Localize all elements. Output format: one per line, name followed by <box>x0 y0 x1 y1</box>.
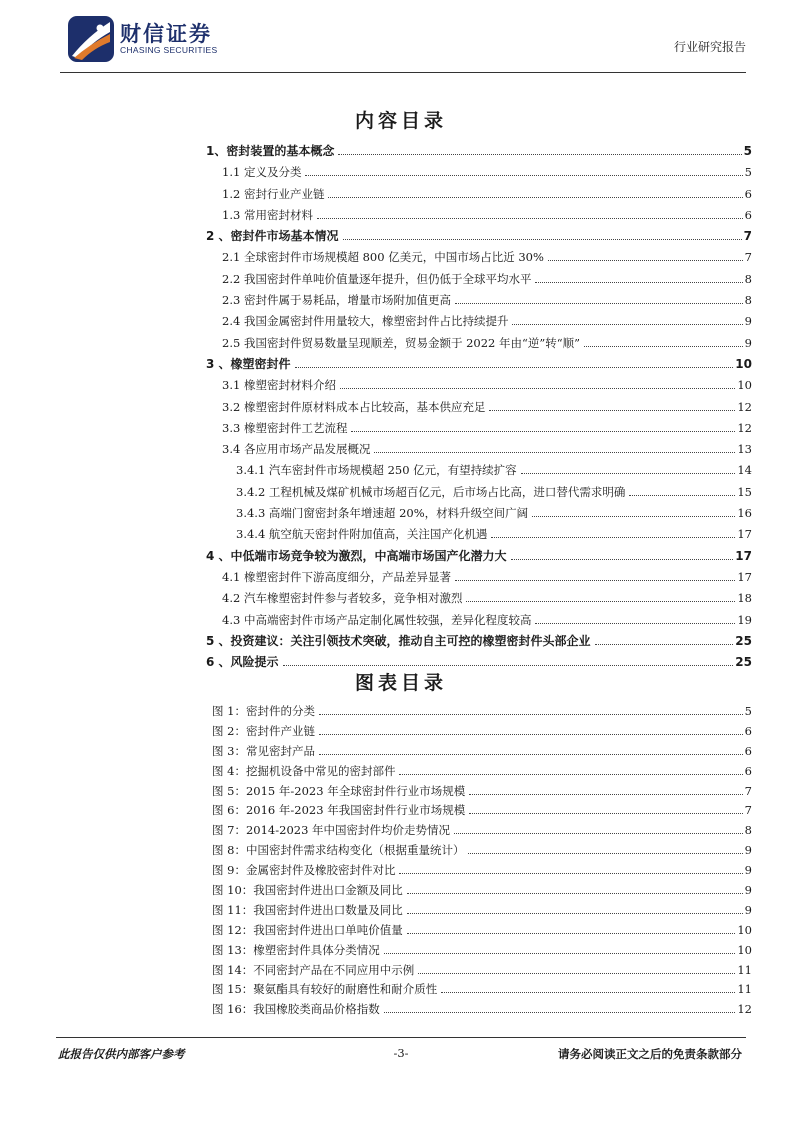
toc-entry-label: 6 、风险提示 <box>206 655 279 670</box>
toc-entry-label: 1.1 定义及分类 <box>222 165 302 180</box>
toc-entry-label: 3.3 橡塑密封件工艺流程 <box>222 420 348 435</box>
toc-entry-label: 3.4.1 汽车密封件市场规模超 250 亿元，有望持续扩容 <box>236 463 517 478</box>
toc-entry[interactable] <box>200 588 752 609</box>
toc-entry-page: 10 <box>735 356 752 371</box>
toc-entry-page: 16 <box>737 506 752 521</box>
toc-entry-label: 4.2 汽车橡塑密封件参与者较多，竞争相对激烈 <box>222 591 463 606</box>
figure-entry-label: 图 14：不同密封产品在不同应用中示例 <box>212 962 415 977</box>
toc-entry[interactable] <box>200 482 752 503</box>
toc-entry[interactable] <box>200 503 752 524</box>
toc-entry-label: 1、密封装置的基本概念 <box>206 144 335 158</box>
toc-entry-label: 2.1 全球密封件市场规模超 800 亿美元，中国市场占比近 30% <box>222 250 544 265</box>
toc-entry-label: 2 、密封件市场基本情况 <box>206 229 339 244</box>
figure-entry[interactable] <box>212 961 752 981</box>
toc-entry-page: 17 <box>735 548 752 563</box>
toc-entry[interactable] <box>200 567 752 588</box>
toc-entry-label: 3.4 各应用市场产品发展概况 <box>222 442 371 457</box>
figure-entry-page: 7 <box>744 783 752 798</box>
toc-entry-page: 15 <box>737 484 752 499</box>
leader-dots <box>384 953 736 954</box>
toc-entry[interactable] <box>200 610 752 631</box>
figure-entry-page: 9 <box>744 883 752 898</box>
leader-dots <box>455 580 735 581</box>
header-divider <box>60 72 746 73</box>
figure-entry-page: 5 <box>744 704 752 718</box>
figure-entry[interactable] <box>212 881 752 901</box>
toc-entry-label: 3 、橡塑密封件 <box>206 356 291 371</box>
footer-notice: 请务必阅读正文之后的免责条款部分 <box>558 1047 742 1061</box>
toc-entry-label: 4.1 橡塑密封件下游高度细分，产品差异显著 <box>222 569 451 584</box>
toc-entry-label: 3.4.4 航空航天密封件附加值高，关注国产化机遇 <box>236 527 488 542</box>
leader-dots <box>441 992 735 993</box>
toc-entry[interactable] <box>200 162 752 183</box>
toc-entry-page: 9 <box>744 335 752 350</box>
toc-entry-page: 12 <box>737 420 752 435</box>
figure-entry-page: 9 <box>744 843 752 858</box>
toc-entry[interactable] <box>200 418 752 439</box>
leader-dots <box>466 601 735 602</box>
toc-entry-label: 4.3 中高端密封件市场产品定制化属性较强，差异化程度较高 <box>222 612 532 627</box>
figure-entry[interactable] <box>212 941 752 961</box>
figure-entry[interactable] <box>212 782 752 802</box>
company-logo-icon <box>68 16 114 62</box>
figure-entry-page: 10 <box>737 942 752 957</box>
toc-entry-page: 9 <box>744 314 752 329</box>
leader-dots <box>384 1012 736 1013</box>
toc-entry-page: 25 <box>735 655 752 670</box>
leader-dots <box>340 388 735 389</box>
figure-entry-label: 图 11：我国密封件进出口数量及同比 <box>212 902 403 917</box>
leader-dots <box>548 260 743 261</box>
toc-entry[interactable] <box>200 397 752 418</box>
leader-dots <box>399 774 742 775</box>
figure-entry-label: 图 6：2016 年-2023 年我国密封件行业市场规模 <box>212 803 466 818</box>
toc-entry-page: 8 <box>744 271 752 286</box>
figure-entry[interactable] <box>212 841 752 861</box>
figure-entry-page: 9 <box>744 902 752 917</box>
leader-dots <box>319 734 743 735</box>
toc-entry-page: 25 <box>735 633 752 648</box>
toc-entry-label: 3.1 橡塑密封材料介绍 <box>222 378 336 393</box>
figure-entry-label: 图 4：挖掘机设备中常见的密封部件 <box>212 763 396 778</box>
toc-entry[interactable] <box>200 226 752 247</box>
leader-dots <box>511 559 734 560</box>
figure-entry-label: 图 8：中国密封件需求结构变化（根据重量统计） <box>212 843 465 858</box>
figure-entry[interactable] <box>212 921 752 941</box>
toc-entry-page: 7 <box>743 229 752 244</box>
leader-dots <box>418 973 735 974</box>
leader-dots <box>535 282 742 283</box>
toc-entry-label: 2.5 我国密封件贸易数量呈现顺差，贸易金额于 2022 年由“逆”转“顺” <box>222 335 581 350</box>
leader-dots <box>407 893 743 894</box>
toc-entry[interactable] <box>200 354 752 375</box>
leader-dots <box>407 913 743 914</box>
footer-divider <box>56 1037 746 1038</box>
figure-entry[interactable] <box>212 980 752 1000</box>
toc-entry-page: 17 <box>737 527 752 542</box>
page-header <box>0 0 802 80</box>
leader-dots <box>535 623 735 624</box>
toc-entry-label: 1.2 密封行业产业链 <box>222 186 325 201</box>
leader-dots <box>469 794 742 795</box>
leader-dots <box>595 644 734 645</box>
figure-entry-page: 6 <box>744 743 752 758</box>
table-of-contents <box>200 141 752 673</box>
leader-dots <box>317 218 743 219</box>
figure-entry-page: 7 <box>744 803 752 818</box>
figure-entry-label: 图 16：我国橡胶类商品价格指数 <box>212 1002 380 1017</box>
figure-entry-page: 12 <box>737 1002 752 1017</box>
toc-entry[interactable] <box>200 247 752 268</box>
figure-entry[interactable] <box>212 742 752 762</box>
toc-entry[interactable] <box>200 333 752 354</box>
figure-entry-label: 图 1：密封件的分类 <box>212 704 315 718</box>
company-name-cn: 财信证券 <box>120 22 212 46</box>
toc-entry-label: 2.4 我国金属密封件用量较大，橡塑密封件占比持续提升 <box>222 314 509 329</box>
toc-entry-page: 6 <box>744 207 752 222</box>
toc-entry-page: 5 <box>743 144 752 158</box>
leader-dots <box>491 537 735 538</box>
report-type: 行业研究报告 <box>673 40 746 54</box>
leader-dots <box>374 452 735 453</box>
toc-entry[interactable] <box>200 184 752 205</box>
toc-entry-page: 12 <box>737 399 752 414</box>
figure-entry-page: 11 <box>737 982 752 997</box>
figure-entry-label: 图 5：2015 年-2023 年全球密封件行业市场规模 <box>212 783 466 798</box>
figure-entry-label: 图 3：常见密封产品 <box>212 743 315 758</box>
figure-entry[interactable] <box>212 722 752 742</box>
leader-dots <box>407 933 736 934</box>
toc-entry-label: 3.4.3 高端门窗密封条年增速超 20%，材料升级空间广阔 <box>236 506 529 521</box>
toc-entry-page: 10 <box>737 378 752 393</box>
page-number: -3- <box>393 1046 409 1060</box>
footer-disclaimer: 此报告仅供内部客户参考 <box>58 1047 185 1061</box>
leader-dots <box>512 324 742 325</box>
leader-dots <box>351 431 735 432</box>
toc-entry-page: 5 <box>744 165 752 180</box>
figure-entry[interactable] <box>212 801 752 821</box>
leader-dots <box>489 410 735 411</box>
toc-entry-page: 7 <box>744 250 752 265</box>
leader-dots <box>319 754 743 755</box>
toc-entry[interactable] <box>200 375 752 396</box>
toc-entry-label: 3.2 橡塑密封件原材料成本占比较高，基本供应充足 <box>222 399 486 414</box>
leader-dots <box>305 175 742 176</box>
toc-entry-label: 1.3 常用密封材料 <box>222 207 313 222</box>
leader-dots <box>455 303 743 304</box>
toc-entry[interactable] <box>200 141 752 162</box>
leader-dots <box>532 516 735 517</box>
toc-entry-page: 18 <box>737 591 752 606</box>
toc-title: 内容目录 <box>354 110 447 132</box>
toc-entry-label: 3.4.2 工程机械及煤矿机械市场超百亿元，后市场占比高，进口替代需求明确 <box>236 484 626 499</box>
leader-dots <box>283 665 734 666</box>
toc-entry-page: 13 <box>737 442 752 457</box>
leader-dots <box>584 346 743 347</box>
figure-entry-page: 6 <box>744 723 752 738</box>
figure-entry-label: 图 9：金属密封件及橡胶密封件对比 <box>212 863 396 878</box>
figure-entry[interactable] <box>212 861 752 881</box>
toc-entry[interactable] <box>200 546 752 567</box>
figures-title: 图表目录 <box>354 672 447 694</box>
figure-entry-page: 11 <box>737 962 752 977</box>
toc-entry[interactable] <box>200 460 752 481</box>
figure-entry[interactable] <box>212 901 752 921</box>
leader-dots <box>521 473 736 474</box>
figure-entry-page: 10 <box>737 922 752 937</box>
toc-entry-page: 17 <box>737 569 752 584</box>
company-name-en: CHASING SECURITIES <box>120 45 218 55</box>
figure-entry-label: 图 13：橡塑密封件具体分类情况 <box>212 942 380 957</box>
leader-dots <box>295 367 734 368</box>
figure-entry-label: 图 10：我国密封件进出口金额及同比 <box>212 883 403 898</box>
figure-entry-page: 9 <box>744 863 752 878</box>
leader-dots <box>468 853 742 854</box>
figure-entry[interactable] <box>212 1000 752 1020</box>
toc-entry[interactable] <box>200 439 752 460</box>
toc-entry-label: 4 、中低端市场竞争较为激烈，中高端市场国产化潜力大 <box>206 548 507 563</box>
toc-entry-page: 19 <box>737 612 752 627</box>
toc-entry-label: 5 、投资建议：关注引领技术突破，推动自主可控的橡塑密封件头部企业 <box>206 633 591 648</box>
toc-entry-label: 2.2 我国密封件单吨价值量逐年提升，但仍低于全球平均水平 <box>222 271 532 286</box>
toc-entry-page: 8 <box>744 293 752 308</box>
figure-entry-label: 图 12：我国密封件进出口单吨价值量 <box>212 922 403 937</box>
leader-dots <box>399 873 742 874</box>
leader-dots <box>343 239 742 240</box>
figure-entry[interactable] <box>212 821 752 841</box>
toc-entry[interactable] <box>200 290 752 311</box>
figure-entry-label: 图 15：聚氨酯具有较好的耐磨性和耐介质性 <box>212 982 438 997</box>
toc-entry[interactable] <box>200 269 752 290</box>
leader-dots <box>328 197 742 198</box>
figure-entry[interactable] <box>212 702 752 722</box>
figure-entry-page: 8 <box>744 823 752 838</box>
figure-entry-label: 图 2：密封件产业链 <box>212 723 315 738</box>
figure-list <box>212 702 752 1020</box>
toc-entry-page: 14 <box>737 463 752 478</box>
toc-entry-label: 2.3 密封件属于易耗品，增量市场附加值更高 <box>222 293 451 308</box>
toc-entry-page: 6 <box>744 186 752 201</box>
leader-dots <box>469 813 742 814</box>
toc-entry[interactable] <box>200 524 752 545</box>
toc-entry[interactable] <box>200 205 752 226</box>
leader-dots <box>629 495 735 496</box>
figure-entry-page: 6 <box>744 763 752 778</box>
figure-entry-label: 图 7：2014-2023 年中国密封件均价走势情况 <box>212 823 451 838</box>
leader-dots <box>454 833 743 834</box>
figure-entry[interactable] <box>212 762 752 782</box>
toc-entry[interactable] <box>200 631 752 652</box>
leader-dots <box>319 714 743 715</box>
leader-dots <box>338 154 741 155</box>
toc-entry[interactable] <box>200 311 752 332</box>
